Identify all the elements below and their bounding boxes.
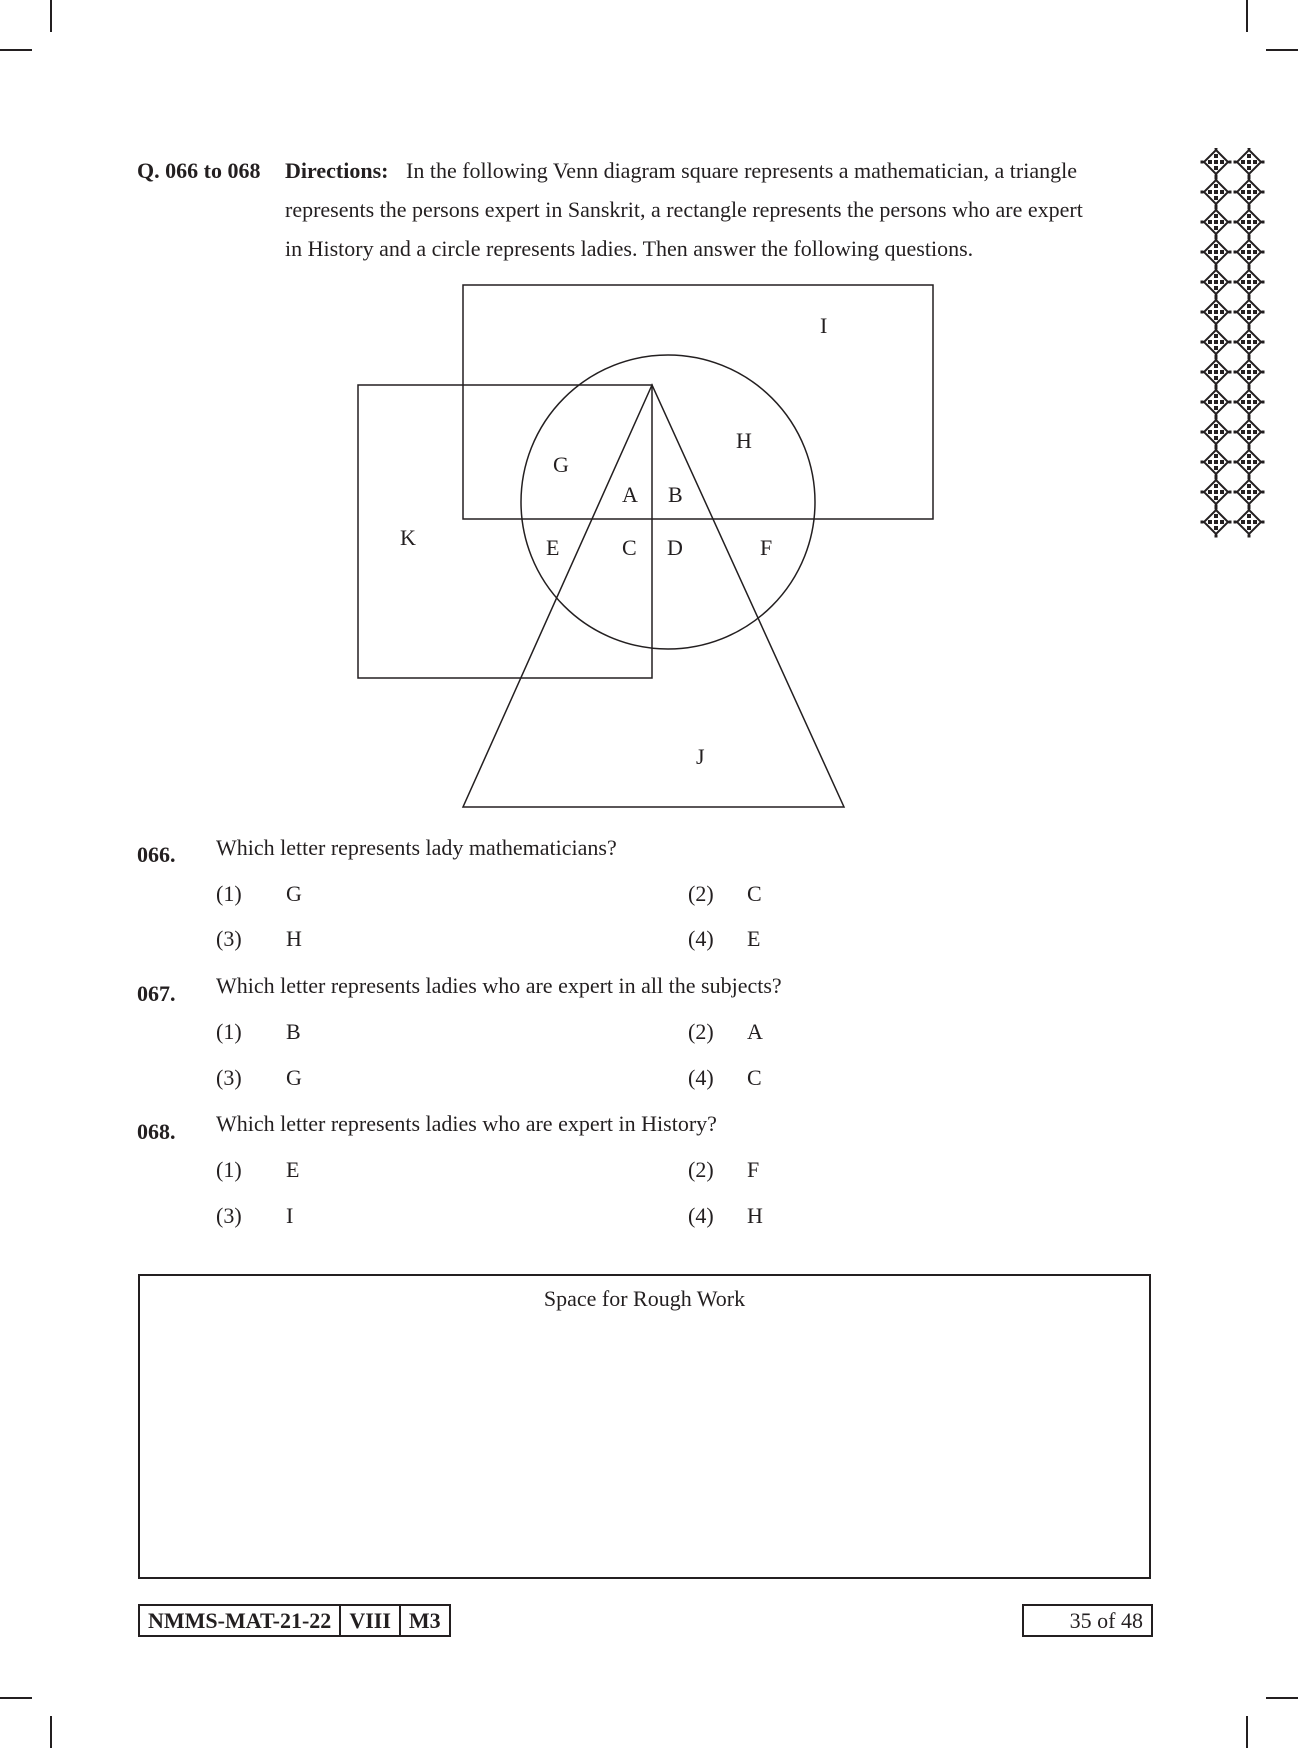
region-label-c: C [622, 535, 637, 560]
option-number: (3) [216, 926, 242, 951]
option-value: C [747, 881, 762, 906]
option-number: (2) [688, 1157, 714, 1182]
option-number: (1) [216, 1019, 242, 1044]
option-number: (4) [688, 1203, 714, 1228]
option-number: (4) [688, 926, 714, 951]
crop-mark [1266, 1697, 1298, 1699]
history-rectangle [463, 285, 933, 519]
option-number: (3) [216, 1065, 242, 1090]
option-value: B [286, 1019, 301, 1044]
region-label-b: B [668, 482, 683, 507]
option-number: (1) [216, 1157, 242, 1182]
class-code: VIII [341, 1606, 401, 1635]
directions-line-2: represents the persons expert in Sanskrit, a rectangle represents the persons who are expert [285, 197, 1083, 222]
crop-mark [1246, 1716, 1248, 1748]
question-text: Which letter represents ladies who are expert in all the subjects? [216, 973, 782, 998]
option-value: F [747, 1157, 760, 1182]
region-label-i: I [820, 313, 828, 338]
option-value: I [286, 1203, 294, 1228]
option-value: H [286, 926, 302, 951]
paper-code: NMMS-MAT-21-22 [140, 1606, 341, 1635]
crop-mark [50, 1716, 52, 1748]
region-label-e: E [546, 535, 560, 560]
page-number: 35 of 48 [1022, 1604, 1153, 1637]
option-value: E [747, 926, 761, 951]
question-number: 066. [137, 842, 176, 867]
sanskrit-triangle [463, 385, 844, 807]
option-number: (2) [688, 881, 714, 906]
set-code: M3 [408, 1608, 441, 1633]
question-range: Q. 066 to 068 [137, 158, 261, 183]
crop-mark [0, 1697, 32, 1699]
paper-code-box [138, 1604, 451, 1637]
option-value: G [286, 1065, 302, 1090]
option-number: (3) [216, 1203, 242, 1228]
region-label-j: J [696, 744, 705, 769]
option-value: G [286, 881, 302, 906]
question-number: 068. [137, 1119, 176, 1144]
directions-line-1: In the following Venn diagram square represents a mathematician, a triangle [406, 158, 1077, 183]
option-number: (2) [688, 1019, 714, 1044]
venn-diagram [0, 0, 1298, 820]
option-number: (4) [688, 1065, 714, 1090]
option-number: (1) [216, 881, 242, 906]
option-value: H [747, 1203, 763, 1228]
region-label-k: K [400, 525, 416, 550]
region-label-a: A [622, 482, 638, 507]
directions-line-3: in History and a circle represents ladies. Then answer the following questions. [285, 236, 974, 261]
region-label-g: G [553, 452, 569, 477]
question-number: 067. [137, 981, 176, 1006]
option-value: C [747, 1065, 762, 1090]
question-text: Which letter represents lady mathematicians? [216, 835, 617, 860]
question-text: Which letter represents ladies who are expert in History? [216, 1111, 717, 1136]
option-value: E [286, 1157, 300, 1182]
directions-label: Directions: [285, 158, 389, 183]
region-label-f: F [760, 535, 773, 560]
rough-work-title: Space for Rough Work [543, 1286, 746, 1311]
region-label-d: D [667, 535, 683, 560]
rough-work-box [138, 1274, 1151, 1579]
region-label-h: H [736, 428, 752, 453]
option-value: A [747, 1019, 763, 1044]
